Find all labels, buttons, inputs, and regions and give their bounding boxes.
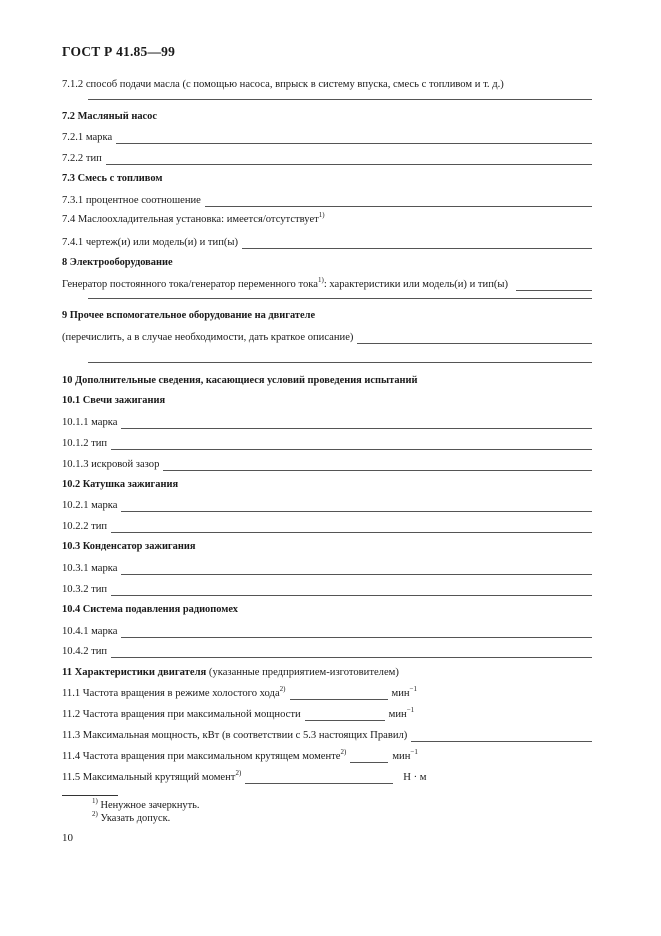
item-8-line[interactable] — [88, 298, 592, 299]
item-7-4: 7.4 Маслоохладительная установка: имеется/отсутствует$^{1)}$ — [62, 211, 325, 225]
item-9-line[interactable] — [88, 362, 592, 363]
section-10: 10 Дополнительные сведения, касающиеся условий проведения испытаний — [62, 375, 418, 386]
item-11-3[interactable]: 11.3 Максимальная мощность, кВт (в соответствии с 5.3 настоящих Правил) — [62, 729, 592, 742]
item-10-1-2[interactable]: 10.1.2 тип — [62, 437, 592, 450]
item-7-2-2[interactable]: 7.2.2 тип — [62, 152, 592, 165]
section-7-2: 7.2 Масляный насос — [62, 111, 157, 122]
footnote-1: $^{1)}$ Ненужное зачеркнуть. — [92, 797, 200, 811]
item-7-1-2: 7.1.2 способ подачи масла (с помощью насоса, впрыск в систему впуска, смесь с топливом и т. д.) — [62, 79, 504, 90]
item-7-1-2-line[interactable] — [88, 99, 592, 100]
item-7-3-1[interactable]: 7.3.1 процентное соотношение — [62, 194, 592, 207]
document-header: ГОСТ Р 41.85—99 — [62, 44, 176, 59]
item-10-4-1[interactable]: 10.4.1 марка — [62, 625, 592, 638]
section-11: 11 Характеристики двигателя (указанные предприятием-изготовителем) — [62, 667, 399, 678]
item-10-2-1[interactable]: 10.2.1 марка — [62, 499, 592, 512]
item-10-1-1[interactable]: 10.1.1 марка — [62, 416, 592, 429]
section-8: 8 Электрооборудование — [62, 257, 173, 268]
item-11-2[interactable]: 11.2 Частота вращения при максимальной мощности мин$^{-1}$ — [62, 706, 415, 720]
item-10-1-3[interactable]: 10.1.3 искровой зазор — [62, 458, 592, 471]
section-10-3: 10.3 Конденсатор зажигания — [62, 541, 196, 552]
item-10-3-2[interactable]: 10.3.2 тип — [62, 583, 592, 596]
item-8-text[interactable]: Генератор постоянного тока/генератор переменного тока$^{1)}$: характеристики или модель(и) и тип(ы) — [62, 278, 592, 291]
item-10-4-2[interactable]: 10.4.2 тип — [62, 645, 592, 658]
section-10-2: 10.2 Катушка зажигания — [62, 479, 179, 490]
section-9: 9 Прочее вспомогательное оборудование на двигателе — [62, 310, 316, 321]
item-10-3-1[interactable]: 10.3.1 марка — [62, 562, 592, 575]
page-number: 10 — [62, 832, 73, 844]
item-11-1[interactable]: 11.1 Частота вращения в режиме холостого хода$^{2)}$ мин$^{-1}$ — [62, 685, 417, 699]
item-11-5[interactable]: 11.5 Максимальный крутящий момент$^{2)}$ Н · м — [62, 769, 427, 783]
item-11-4[interactable]: 11.4 Частота вращения при максимальном крутящем моменте$^{2)}$ мин$^{-1}$ — [62, 748, 418, 762]
section-7-3: 7.3 Смесь с топливом — [62, 173, 163, 184]
item-9-text[interactable]: (перечислить, а в случае необходимости, дать краткое описание) — [62, 331, 592, 344]
footnote-2: $^{2)}$ Указать допуск. — [92, 810, 171, 824]
item-7-2-1[interactable]: 7.2.1 марка — [62, 131, 592, 144]
item-10-2-2[interactable]: 10.2.2 тип — [62, 520, 592, 533]
section-10-1: 10.1 Свечи зажигания — [62, 395, 166, 406]
item-7-4-1[interactable]: 7.4.1 чертеж(и) или модель(и) и тип(ы) — [62, 236, 592, 249]
section-10-4: 10.4 Система подавления радиопомех — [62, 604, 238, 615]
footnote-rule — [62, 795, 118, 796]
